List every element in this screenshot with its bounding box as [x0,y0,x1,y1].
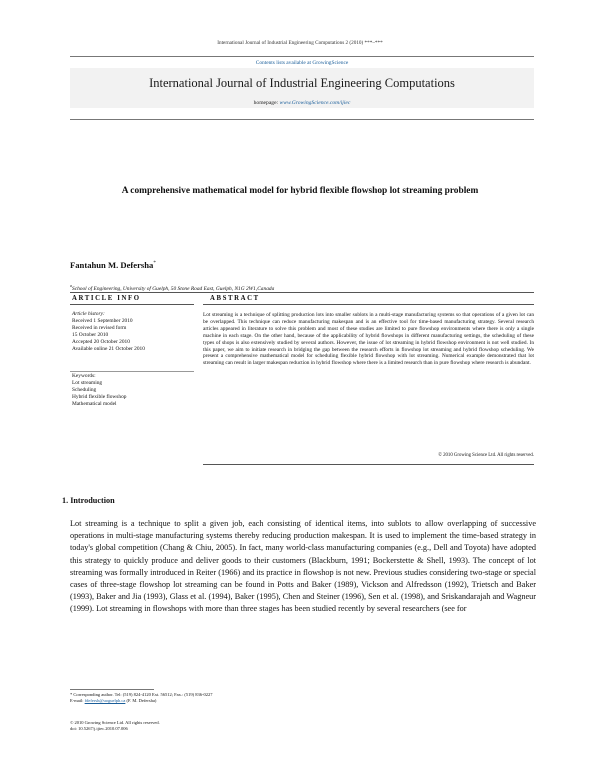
keywords-rule [70,371,194,372]
affiliation [70,283,274,292]
doi: doi: 10.5267/j.ijiec.2010.07.006 [70,726,128,732]
author-name: Fantahun M. Defersha [70,260,154,270]
author [70,260,156,270]
article-history [72,311,196,352]
top-rule [70,292,534,293]
footnote-email-line [70,698,370,704]
keyword: Hybrid flexible flowshop [72,393,127,400]
journal-header [70,56,534,120]
affiliation-mark: a [70,283,72,288]
footnote-rule [70,689,154,690]
keyword: Scheduling [72,386,97,393]
running-head: International Journal of Industrial Engineering Computations 2 (2010) ***–*** [217,40,383,46]
footnote-contact: * Corresponding author. Tel: (519) 824-4120 Ext. 56512; Fax.: (519) 836-0227 [70,692,213,697]
history-item: 15 October 2010 [72,331,109,338]
footnote [70,692,370,705]
info-rule [70,304,194,305]
history-item: Received in revised form [72,324,127,331]
history-label: Article history: [72,311,105,317]
abstract-bottom-rule [203,464,534,465]
keyword: Lot streaming [72,379,103,386]
keywords-label: Keywords: [72,373,96,379]
history-item: Available online 21 October 2010 [72,345,145,352]
abstract-text: Lot streaming is a technique of splitting production lots into smaller sublots in a multi-stage manufacturing systems so that operations of a given lot can be overlapped. This technique can reduce manufacturing makespan and is an effective tool for time-based manufacturing strategy. Several research articles appeared in literature to solve this problem and most of these studies are limited to pure flowshop environments where there is only a single machine in each stage. On the other hand, because of the applicability of hybrid flowshops in different manufacturing settings, the scheduling of these types of shops is also extensively studied by several authors. However, the issue of lot streaming in hybrid flowshop environment is not well studied. In this paper, we aim to initiate research in bridging the gap between the research efforts in flowshop lot streaming and hybrid flowshop scheduling. We present a comprehensive mathematical model for scheduling flexible hybrid flowshop with lot streaming. Numerical example demonstrated that lot streaming can result in larger makespan reduction in hybrid flowshop where there is a limited research than in pure flowshop where research is abundant. [203,312,534,367]
email-suffix: (F. M. Defersha) [125,698,157,704]
author-mark: * [153,261,156,267]
bottom-notes [70,720,370,733]
homepage-link[interactable]: www.GrowingScience.com/ijiec [279,100,351,106]
abstract-rule [203,304,534,305]
introduction-paragraph: Lot streaming is a technique to split a given job, each consisting of identical items, into sublots to allow overlapping of successive operations in multi-stage manufacturing systems thereby reducing production makespan. It is used to implement the time-based strategy in today's global competition (Chang & Chiu, 2005). In fact, many world-class manufacturing companies (e.g., Dell and Toyota) have adopted this strategy to quickly produce and deliver goods to their customers (Blackburn, 1991; Bockerstette & Shell, 1993). The concept of lot streaming was formally introduced in Reiter (1966) and its practice in flowshop is not new. Previous studies considering two-stage or special cases of three-stage flowshop lot streaming can be found in Potts and Baker (1989), Vickson and Alfredsson (1992), Trietsch and Baker (1993), Baker and Jia (1993), Glass et al. (1994), Baker (1995), Chen and Steiner (1996), Sen et al. (1998), and Sriskandarajah and Wagneur (1999). Lot streaming in flowshops with more than three stages has been studied recently by several researchers (see for [70,519,536,614]
journal-homepage [70,100,534,106]
journal-title: International Journal of Industrial Engineering Computations [149,76,455,90]
author-email-link[interactable]: fdefersh@uoguelph.ca [84,698,126,704]
history-item: Received 1 September 2010 [72,317,133,324]
abstract-copyright: © 2010 Growing Science Ltd. All rights reserved. [438,453,534,458]
abstract-heading: ABSTRACT [210,295,260,302]
keyword: Mathematical model [72,400,117,407]
affiliation-text: School of Engineering, University of Guelph, 50 Stone Road East, Guelph, N1G 2W1,Canada [72,285,275,292]
section-heading-introduction: 1. Introduction [62,496,115,505]
history-item: Accepted 20 October 2010 [72,338,130,345]
keywords [72,373,196,408]
contents-line: Contents lists available at GrowingScience [255,60,349,66]
article-info-heading: ARTICLE INFO [72,295,141,302]
article-title: A comprehensive mathematical model for hybrid flexible flowshop lot streaming problem [121,186,479,196]
homepage-prefix: homepage: [253,100,280,106]
email-label: E-mail: [70,698,85,704]
bottom-copyright: © 2010 Growing Science Ltd. All rights reserved. [70,720,160,725]
